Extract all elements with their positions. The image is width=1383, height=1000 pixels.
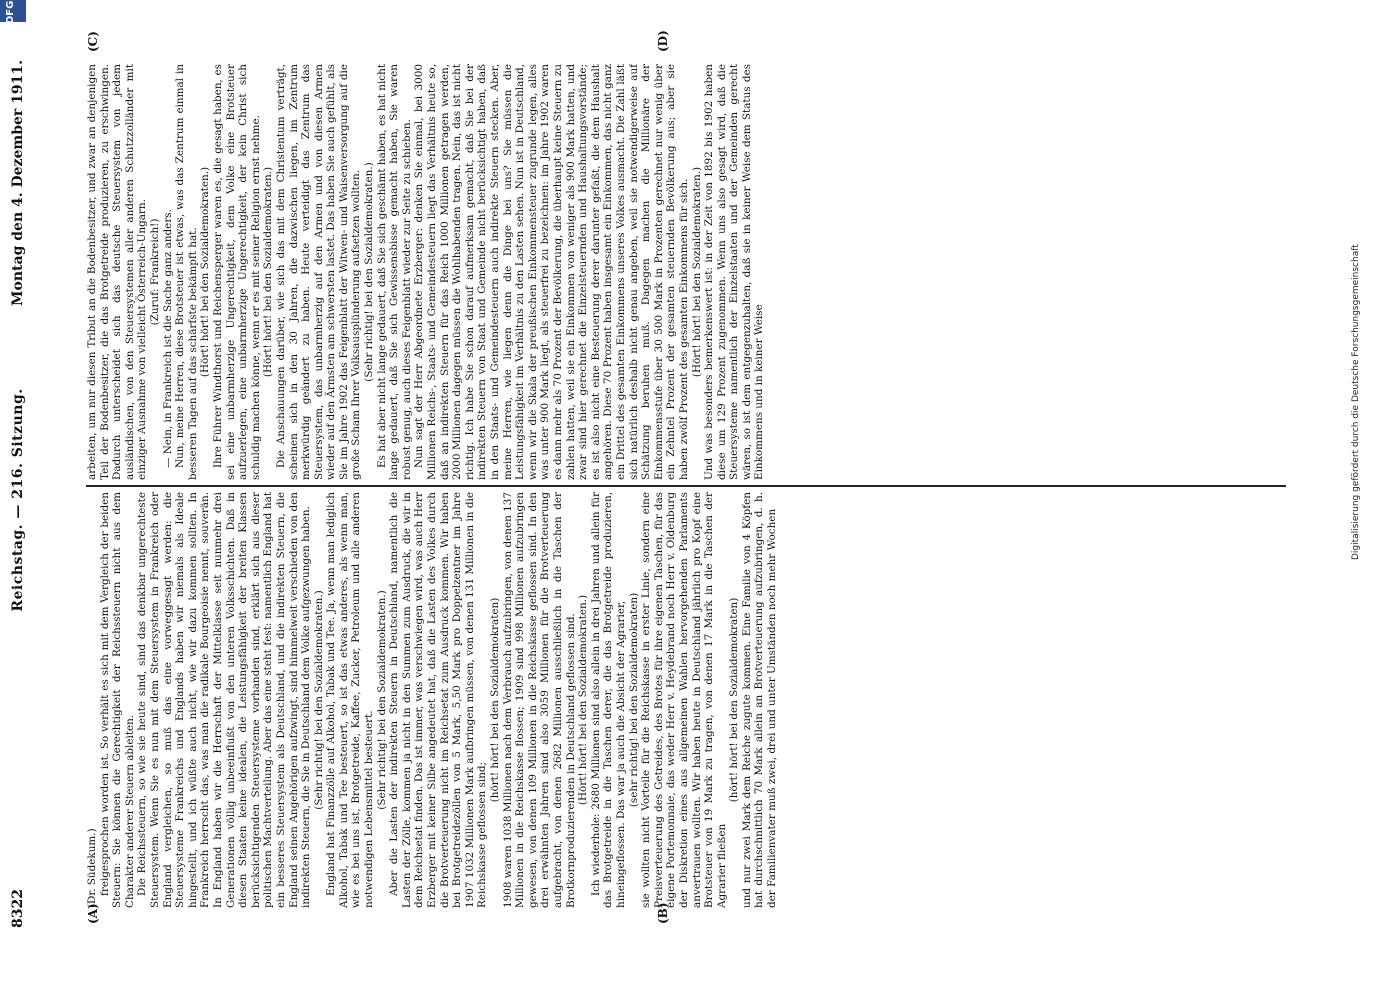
paragraph: sie wollten nicht Vorteile für die Reichskasse in erster Linie, sondern eine Preisverteuerung des Getreides, des Brotes für ihre eigenen Taschen, für das eigene Portemonnaie, das weder Herr v. Heydebrand noch Herr v. Oldenburg der Diskretion eines aus allgemeinen Wahlen hervorgehenden Parlaments anvertrauen wollten. Wir haben heute in Deutschland jährlich pro Kopf eine Brotsteuer von 19 Mark zu tragen, von denen 17 Mark in die Taschen der Agrarier fließen — [640, 492, 728, 908]
interjection: (Zuruf: Frankreich!) — [148, 218, 161, 326]
interjection: (hört! hört! bei den Sozialdemokraten) — [728, 597, 741, 803]
margin-marker-a: (A) — [86, 903, 100, 924]
session-date: Montag den 4. Dezember 1911. — [10, 60, 26, 306]
margin-marker-b: (B) — [656, 902, 670, 924]
speaker-label: (Dr. Südekum.) — [86, 828, 98, 908]
interjection: (hört! hört! bei den Sozialdemokraten) — [489, 597, 501, 803]
dfg-logo: DFG — [0, 0, 26, 22]
paragraph: England hat Finanzzölle auf Alkohol, Tabak und Tee. Ja, wenn man lediglich Alkohol, Tabak und Tee besteuert, so ist das etwas anderes, als wenn man, wie es bei uns ist, Brotgetreide, Kaffee, Zucker, Petroleum und alle anderen notwendigen Lebensmittel besteuert. — [325, 492, 376, 908]
interjection: (Hört! hört! bei den Sozialdemokraten.) — [690, 166, 703, 378]
interjection: (Sehr richtig! bei den Sozialdemokraten.) — [312, 590, 325, 810]
paragraph: Und was besonders bemerkenswert ist: in der Zeit von 1892 bis 1902 haben diese um 129 Prozent zugenommen. Wenn uns also gesagt wird, daß die Steuersysteme namentlich der Einzelstaaten und der Gemeinden gerecht wären, so ist dem entgegenzuhalten, daß sie in keiner Weise dem Status des Einkommens und in keiner Weise — [703, 64, 766, 480]
interjection: (Sehr richtig! bei den Sozialdemokraten.) — [375, 590, 388, 810]
session-title: Reichstag. — 216. Sitzung. — [10, 388, 26, 612]
paragraph: Nun, meine Herren, diese Brotsteuer ist etwas, was das Zentrum einmal in besseren Tagen auf das schärfste bekämpft hat. — [174, 64, 199, 480]
paragraph: Die Reichssteuern, so wie sie heute sind, sind das denkbar ungerechteste Steuersystem. Wenn Sie es nun mit dem Steuersystem in Frankreich oder England vergleichen, so muß das eine vorweggesagt werden: die Steuersysteme Frankreichs und Englands haben wir niemals als Ideale hingestellt, und ich wüßte auch nicht, wie wir dazu kommen sollten. In Frankreich herrscht das, was man die radikale Bourgeoisie nennt, souverän. In England haben wir die Herrschaft der Mittelklasse seit nunmehr drei Generationen völlig unbeeinflußt von den unteren Volksschichten. Daß in diesen Staaten keine idealen, die Leistungsfähigkeit der breiten Klassen berücksichtigenden Steuersysteme vorhanden sind, erklärt sich aus dieser politischen Machtverteilung. Aber das eine steht fest: namentlich England hat ein besseres Steuersystem als Deutschland, und die indirekten Steuern, die England seinen Angehörigen aufzwingt, sind himmelweit verschieden von den indirekten Steuern, die Sie in Deutschland dem Volke aufgezwungen haben. — [136, 492, 313, 908]
margin-marker-c: (C) — [86, 31, 100, 52]
interjection: (sehr richtig! bei den Sozialdemokraten) — [627, 592, 640, 808]
paragraph: Nun sagt der Herr Abgeordnete Erzberger: denken Sie einmal, bei 3000 Millionen Reichs-, Staats- und Gemeindesteuern liegt das Verhältnis heute so, daß an indirekten Steuern für das Reich 1000 Millionen getragen werden, 2000 Millionen dagegen müssen die Wohlhabenden tragen. Nein, das ist nicht richtig. Ich habe Sie schon darauf aufmerksam gemacht, daß Sie bei der indirekten Steuern von Staat und Gemeinde nicht berücksichtigt haben, daß in den Staats- und Gemeindesteuern auch indirekte Steuern stecken. Aber, meine Herren, wie liegen denn die Dinge bei uns? Sie müssen die Leistungsfähigkeit im Verhältnis zu den Lasten sehen. Nun ist in Deutschland, wenn wir die Skala der preußischen Einkommensteuer zugrunde legen, alles was unter 900 Mark liegt, als steuerfrei zu bezeichnen: im Jahre 1902 waren es dann mehr als 70 Prozent der Bevölkerung, die überhaupt keine Steuern zu zahlen hatten, weil sie ein Einkommen von weniger als 900 Mark hatten, und zwar sind hier gerechnet die Einzelsteuernden und Haushaltungsvorstände; es ist also nicht eine Besteuerung derer darunter gefaßt, die dem Haushalt angehören. Diese 70 Prozent haben insgesamt ein Einkommen, das nicht ganz ein Drittel des gesamten Einkommens unseres Volkes ausmacht. Die Zahl läßt sich natürlich deshalb nicht genau angeben, weil sie notwendigerweise auf Schätzung beruhen muß. Dagegen machen die Millionäre der Einkommensstufe über 30 500 Mark in Prozenten gerechnet nur wenig über ein Zehntel Prozent der gesamten steuernden Bevölkerung aus; aber sie haben zwölf Prozent des gesamten Einkommens für sich. — [413, 64, 690, 480]
left-text-column — [86, 492, 1286, 908]
interjection: (Hört! hört! bei den Sozialdemokraten.) — [199, 166, 212, 378]
interjection: (Hört! hört! bei den Sozialdemokraten.) — [577, 594, 590, 806]
column-divider — [86, 485, 1286, 487]
paragraph: Aber die Lasten der indirekten Steuern in Deutschland, namentlich die Lasten der Zölle, kommen ja nicht in den Summen zum Ausdruck, die wir in dem Reichsetat finden. Das ist immer, was verschwiegen wird, was auch Herr Erzberger mit keiner Silbe angedeutet hat, daß die Lasten des Volkes durch die Brotverteuerung nicht im Reichsetat zum Ausdruck kommen. Wir haben bei Brotgetreidezöllen von 5 Mark, 5,50 Mark pro Doppelzentner im Jahre 1907 1032 Millionen Mark aufbringen müssen, von denen 131 Millionen in die Reichskasse geflossen sind; — [388, 492, 489, 908]
margin-marker-d: (D) — [656, 30, 670, 52]
page-number: 8322 — [10, 889, 26, 928]
digitization-credit: Digitalisierung gefördert durch die Deutsche Forschungsgemeinschaft — [1351, 244, 1361, 560]
paragraph: Ich wiederhole: 2680 Millionen sind also allein in drei Jahren und allein für das Brotgetreide in die Taschen derer, die das Brotgetreide produzieren, hineingeflossen. Das war ja auch die Absicht der Agrarier, — [589, 492, 627, 908]
paragraph: — Nein, in Frankreich ist die Sache ganz anders. — [161, 209, 174, 468]
paragraph: Die Anschauungen darüber, wie sich das mit dem Christentum verträgt, scheinen sich in den 30 Jahren, die dazwischen liegen, im Zentrum merkwürdig geändert zu haben. Heute verteidigt das Zentrum das Steuersystem, das unbarmherzig auf den Armen und von diesen Armen wieder auf den Ärmsten am schwersten lastet. Das haben Sie auch gefühlt, als Sie im Jahre 1902 das Feigenblatt der Witwen- und Waisenversorgung auf die große Scham Ihrer Volksausplünderung aufsetzen wollten. — [274, 64, 363, 480]
paragraph: Es hat aber nicht lange gedauert, daß Sie sich geschämt haben, es hat nicht lange gedauert, daß Sie sich Gewissensbisse gemacht haben, Sie waren robust genug, auch dieses Feigenblatt wieder zur Seite zu schieben. — [375, 64, 413, 480]
interjection: (Hört! hört! bei den Sozialdemokraten.) — [262, 166, 275, 378]
paragraph: und nur zwei Mark dem Reiche zugute kommen. Eine Familie von 4 Köpfen hat durchschnittlich 70 Mark allein an Brotverteuerung aufzubringen, d. h. der Familienvater muß zwei, drei und unter Umständen noch mehr Wochen — [740, 492, 779, 908]
paragraph: 1908 waren 1038 Millionen nach dem Verbrauch aufzubringen, von denen 137 Millionen in die Reichskasse flossen; 1909 sind 998 Millionen aufzubringen gewesen, von denen 109 Millionen in die Reichskasse geflossen sind. In den drei erwähnten Jahren sind also 3059 Millionen für die Brotverteuerung aufgebracht, von denen 2682 Millionen ausschließlich in die Taschen der Brotkornproduzierenden in Deutschland geflossen sind. — [501, 492, 577, 908]
interjection: (Sehr richtig! bei den Sozialdemokraten.) — [363, 162, 376, 382]
paragraph: freigesprochen worden ist. So verhält es sich mit dem Vergleich der beiden Steuern: Sie können die Gerechtigkeit der Reichssteuern nicht aus dem Charakter anderer Steuern ableiten. — [98, 492, 136, 908]
page-header — [0, 0, 40, 1000]
paragraph: Ihre Führer Windthorst und Reichensperger waren es, die gesagt haben, es sei eine unbarmherzige Ungerechtigkeit, dem Volke eine Brotsteuer aufzuerlegen, eine unbarmherzige Ungerechtigkeit, der kein Christ sich schuldig machen könne, wenn er es mit seiner Religion ernst nehme. — [211, 64, 262, 480]
paragraph: arbeiten, um nur diesen Tribut an die Bodenbesitzer, und zwar an denjenigen Teil der Bodenbesitzer, die das Brotgetreide produzieren, zu erschwingen. Dadurch unterscheidet sich das deutsche Steuersystem von jedem ausländischen, von den Steuersystemen aller anderen Schutzzolländer mit einziger Ausnahme von vielleicht Österreich-Ungarn. — [86, 64, 149, 480]
right-text-column — [86, 64, 1286, 480]
